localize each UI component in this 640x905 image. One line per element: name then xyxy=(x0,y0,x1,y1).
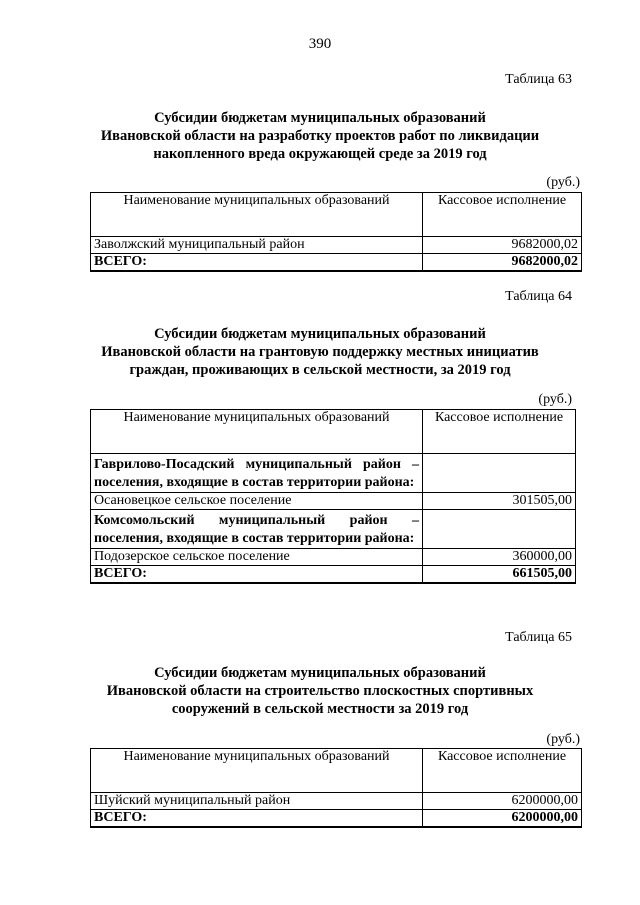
row-amount: 9682000,02 xyxy=(423,237,582,254)
title-line: Субсидии бюджетам муниципальных образований xyxy=(154,110,486,126)
table-65-label: Таблица 65 xyxy=(505,630,572,645)
table-63-label: Таблица 63 xyxy=(505,72,572,87)
header-row xyxy=(91,749,582,793)
table-63-unit: (руб.) xyxy=(546,175,580,190)
table-65 xyxy=(90,748,582,828)
total-amount: 9682000,02 xyxy=(423,254,582,272)
title-line: накопленного вреда окружающей среде за 2019 год xyxy=(153,146,487,162)
table-64-unit: (руб.) xyxy=(538,392,572,407)
col-header-name: Наименование муниципальных образований xyxy=(91,749,423,793)
table-row xyxy=(91,493,576,510)
title-line: Субсидии бюджетам муниципальных образований xyxy=(154,326,486,342)
table-63 xyxy=(90,192,582,272)
group-heading-row xyxy=(91,454,576,493)
title-line: Ивановской области на разработку проектов работ по ликвидации xyxy=(100,128,540,144)
col-header-name: Наименование муниципальных образований xyxy=(91,410,423,454)
row-name: Осановецкое сельское поселение xyxy=(91,493,423,510)
page-number: 390 xyxy=(308,36,332,52)
table-row xyxy=(91,549,576,566)
group-heading: Комсомольский муниципальный район – поселения, входящие в состав территории района: xyxy=(91,510,423,549)
title-line: граждан, проживающих в сельской местности, за 2019 год xyxy=(129,362,511,378)
total-amount: 6200000,00 xyxy=(423,810,582,828)
col-header-amount: Кассовое исполнение xyxy=(423,749,582,793)
row-amount: 301505,00 xyxy=(423,493,576,510)
col-header-amount: Кассовое исполнение xyxy=(423,410,576,454)
header-row xyxy=(91,193,582,237)
table-64-label: Таблица 64 xyxy=(505,289,572,304)
row-amount: 360000,00 xyxy=(423,549,576,566)
group-heading-row xyxy=(91,510,576,549)
total-row xyxy=(91,810,582,828)
table-63-title xyxy=(80,109,560,163)
total-row xyxy=(91,254,582,272)
total-amount: 661505,00 xyxy=(423,566,576,584)
title-line: Ивановской области на грантовую поддержку местных инициатив xyxy=(101,344,539,360)
table-64-title xyxy=(80,325,560,379)
table-row xyxy=(91,237,582,254)
header-row xyxy=(91,410,576,454)
group-heading: Гаврилово-Посадский муниципальный район – поселения, входящие в состав территории района: xyxy=(91,454,423,493)
row-name: Шуйский муниципальный район xyxy=(91,793,423,810)
empty-cell xyxy=(423,454,576,493)
row-amount: 6200000,00 xyxy=(423,793,582,810)
col-header-name: Наименование муниципальных образований xyxy=(91,193,423,237)
table-65-title xyxy=(80,664,560,718)
total-label: ВСЕГО: xyxy=(91,810,423,828)
total-label: ВСЕГО: xyxy=(91,566,423,584)
col-header-amount: Кассовое исполнение xyxy=(423,193,582,237)
title-line: Ивановской области на строительство плоскостных спортивных xyxy=(106,683,534,699)
title-line: Субсидии бюджетам муниципальных образований xyxy=(154,665,486,681)
row-name: Подозерское сельское поселение xyxy=(91,549,423,566)
title-line: сооружений в сельской местности за 2019 год xyxy=(171,701,469,717)
empty-cell xyxy=(423,510,576,549)
table-64 xyxy=(90,409,576,584)
table-row xyxy=(91,793,582,810)
total-row xyxy=(91,566,576,584)
total-label: ВСЕГО: xyxy=(91,254,423,272)
row-name: Заволжский муниципальный район xyxy=(91,237,423,254)
table-65-unit: (руб.) xyxy=(546,732,580,747)
